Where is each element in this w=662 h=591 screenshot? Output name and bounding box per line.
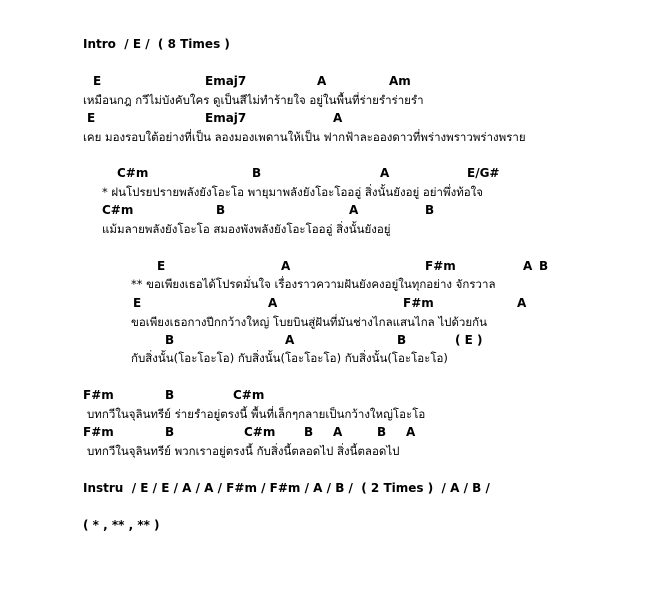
chord: Emaj7: [205, 111, 247, 125]
chord: A: [380, 166, 390, 180]
lyric-line: บทกวีในจุลินทรีย์ ร่ายรำอยู่ตรงนี้ พื้นที่เล็กๆกลายเป็นกว้างใหญ่โอะโอ: [87, 407, 426, 421]
chord: B: [165, 388, 175, 402]
chord: E: [157, 259, 166, 273]
chord: B: [216, 203, 226, 217]
chord: A: [349, 203, 359, 217]
chord: C#m: [244, 425, 276, 439]
chord: B: [425, 203, 435, 217]
chord: B: [377, 425, 387, 439]
chord: E/G#: [467, 166, 500, 180]
chord: A: [517, 296, 527, 310]
chord: A: [281, 259, 291, 273]
instru-line: Instru / E / E / A / A / F#m / F#m / A / B / ( 2 Times ) / A / B /: [83, 481, 490, 495]
chord: E: [133, 296, 142, 310]
chord: B: [397, 333, 407, 347]
lyric-line: แม้มลายพลังยังโอะโอ สมองพังพลังยังโอะโอออู่ สิ่งนั้นยังอยู่: [102, 222, 391, 236]
chord: A: [333, 425, 343, 439]
lyric-line: เคย มองรอบใต้อย่างที่เป็น ลองมองเพดานให้เป็น ฟากฟ้าละอองดาวที่พร่างพราวพร่างพราย: [83, 130, 526, 144]
chord: C#m: [117, 166, 149, 180]
chord: B: [165, 333, 175, 347]
lyric-line: ** ขอเพียงเธอได้โปรดมั่นใจ เรื่องราวความฝันยังคงอยู่ในทุกอย่าง จักรวาล: [131, 277, 496, 291]
chord: F#m: [425, 259, 456, 273]
chord: Emaj7: [205, 74, 247, 88]
chord: B: [539, 259, 549, 273]
chord: E: [87, 111, 96, 125]
chord: A: [333, 111, 343, 125]
chord: ( E ): [455, 333, 483, 347]
chord: C#m: [233, 388, 265, 402]
chord: Am: [389, 74, 411, 88]
chord: B: [252, 166, 262, 180]
chord: A: [285, 333, 295, 347]
lyric-line: บทกวีในจุลินทรีย์ พวกเราอยู่ตรงนี้ กับสิ่งนี้ตลอดไป สิ่งนี้ตลอดไป: [87, 444, 400, 458]
chord: A: [523, 259, 533, 273]
intro-line: Intro / E / ( 8 Times ): [83, 37, 230, 51]
chord: C#m: [102, 203, 134, 217]
lyric-line: * ฝนโปรยปรายพลังยังโอะโอ พายุมาพลังยังโอะโอออู่ สิ่งนั้นยังอยู่ อย่าพึ่งท้อใจ: [102, 185, 484, 199]
chord: F#m: [403, 296, 434, 310]
chord: A: [268, 296, 278, 310]
chord: A: [406, 425, 416, 439]
outro-line: ( * , ** , ** ): [83, 518, 160, 532]
chord: F#m: [83, 425, 114, 439]
lyric-line: กับสิ่งนั้น(โอะโอะโอ) กับสิ่งนั้น(โอะโอะโอ) กับสิ่งนั้น(โอะโอะโอ): [131, 351, 448, 365]
chord: A: [317, 74, 327, 88]
lyric-line: เหมือนกฎ กวีไม่บังคับใคร ดูเป็นสีไม่ทำร้ายใจ อยู่ในพื้นที่ร่ายรำร่ายรำ: [83, 93, 424, 107]
chord: E: [93, 74, 102, 88]
chord: B: [165, 425, 175, 439]
chord: B: [304, 425, 314, 439]
lyric-line: ขอเพียงเธอกางปีกกว้างใหญ่ โบยบินสู่ฝันที่มันช่างไกลแสนไกล ไปด้วยกัน: [131, 315, 487, 329]
chord: F#m: [83, 388, 114, 402]
